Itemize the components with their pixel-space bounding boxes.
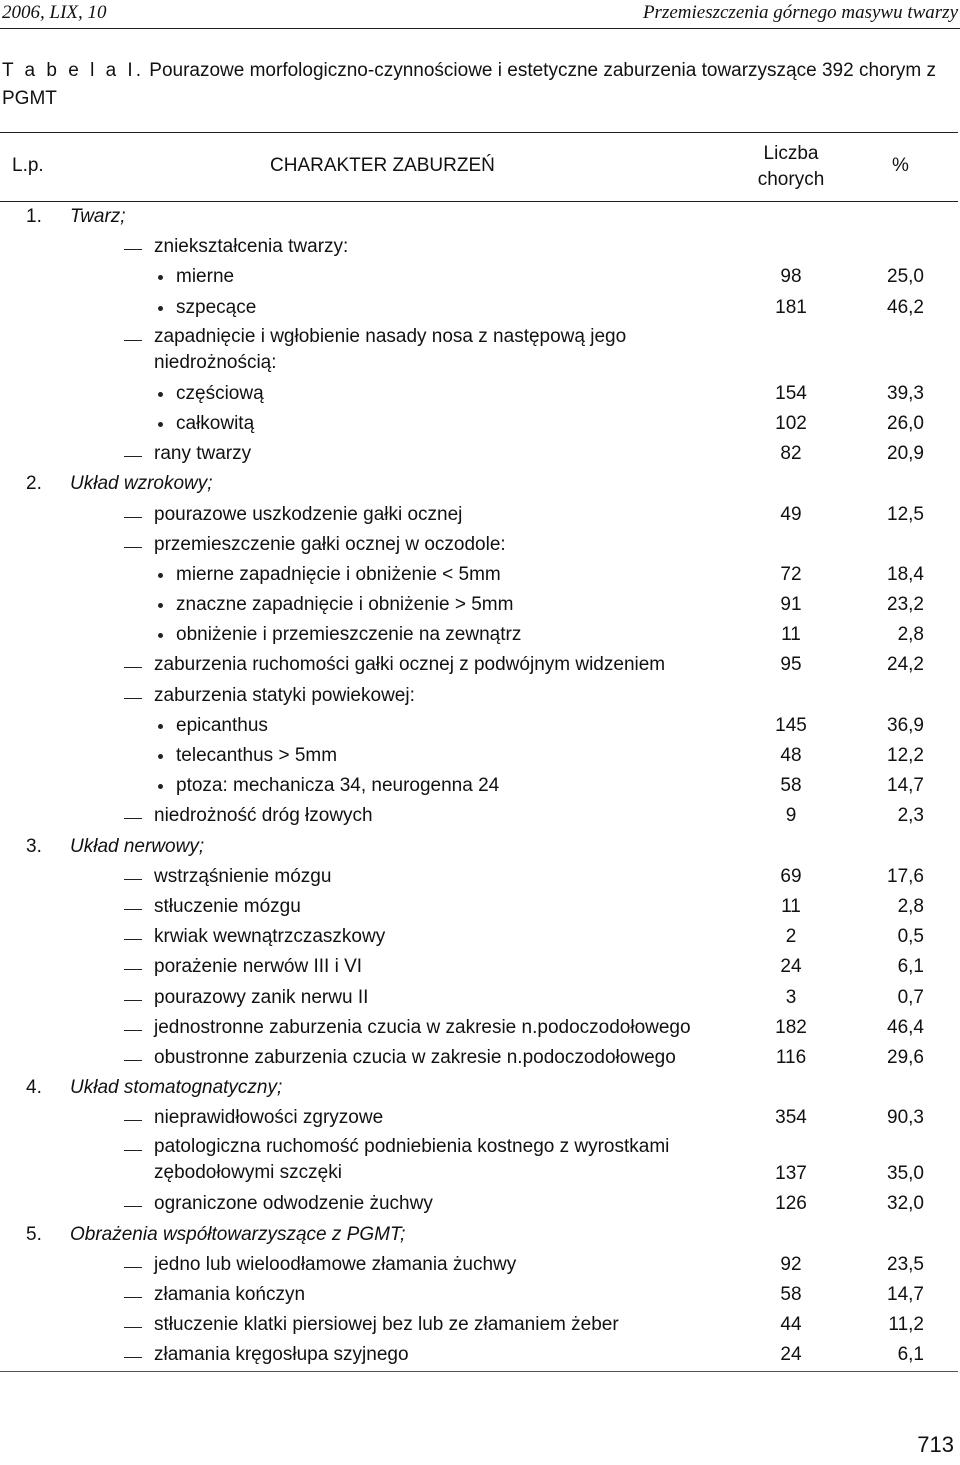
patient-count: 24: [780, 1344, 802, 1366]
table-row: [0, 711, 958, 741]
row-label: złamania kończyn: [154, 1284, 306, 1305]
col-header-character: CHARAKTER ZABURZEŃ: [270, 155, 495, 176]
patient-count: 11: [781, 624, 801, 646]
table-body: [0, 202, 958, 1372]
dash-icon: [124, 1297, 142, 1298]
section-row: [0, 1073, 958, 1103]
table-row: [0, 232, 958, 262]
dash-icon: [124, 517, 142, 518]
col-header-lp: L.p.: [12, 155, 44, 176]
table-row: [0, 741, 958, 771]
percent-value: 12,2: [887, 745, 924, 766]
section-row: [0, 1220, 958, 1250]
table-row: [0, 1189, 958, 1219]
dash-icon: [124, 698, 142, 699]
dash-icon: [124, 1150, 142, 1151]
percent-value: 23,5: [887, 1253, 924, 1275]
table-row: [0, 500, 958, 530]
bullet-icon: [158, 724, 163, 729]
dash-icon: [124, 939, 142, 940]
patient-count: 58: [780, 1284, 802, 1305]
patient-count: 49: [780, 503, 802, 525]
patient-count: 11: [781, 895, 801, 917]
row-label: epicanthus: [176, 714, 268, 736]
dash-icon: [124, 1267, 142, 1268]
percent-value: 17,6: [887, 865, 924, 887]
patient-count: 9: [785, 805, 797, 827]
patient-count: 82: [780, 443, 802, 465]
running-header: [0, 0, 960, 28]
table-caption-text: Pourazowe morfologiczno-czynnościowe i estetyczne zaburzenia towarzyszące 392 chorym z PGMT: [2, 60, 937, 109]
row-label: wstrząśnienie mózgu: [154, 865, 332, 887]
bullet-icon: [158, 784, 163, 789]
row-label: ograniczone odwodzenie żuchwy: [154, 1193, 433, 1215]
bullet-icon: [158, 275, 163, 280]
row-label: całkowitą: [176, 412, 255, 434]
row-label: częściową: [176, 382, 264, 404]
percent-value: 24,2: [887, 654, 924, 676]
row-label: szpecące: [176, 296, 257, 318]
table-row: [0, 892, 958, 922]
section-number: 1.: [26, 206, 42, 227]
percent-value: 26,0: [887, 412, 924, 434]
row-label: nieprawidłowości zgryzowe: [154, 1107, 384, 1129]
dash-icon: [124, 909, 142, 910]
patient-count: 126: [775, 1193, 807, 1215]
table-row: [0, 801, 958, 831]
percent-value: 11,2: [888, 1314, 924, 1336]
percent-value: 90,3: [887, 1107, 924, 1129]
table-row: [0, 771, 958, 801]
percent-value: 18,4: [887, 563, 924, 585]
table-row: [0, 620, 958, 650]
table-row: [0, 1310, 958, 1340]
row-label: niedrożność dróg łzowych: [154, 805, 373, 827]
header-rule: [0, 28, 960, 29]
patient-count: 154: [775, 382, 807, 404]
patient-count: 102: [775, 412, 807, 434]
percent-value: 32,0: [887, 1193, 924, 1215]
percent-value: 39,3: [887, 382, 924, 404]
row-label: telecanthus > 5mm: [176, 745, 338, 766]
patient-count: 3: [785, 986, 797, 1008]
dash-icon: [124, 1327, 142, 1328]
patient-count: 145: [775, 714, 807, 736]
section-title: Twarz;: [70, 206, 126, 227]
table-row: [0, 1043, 958, 1073]
dash-icon: [124, 1060, 142, 1061]
patient-count: 2: [785, 926, 797, 948]
section-number: 2.: [26, 473, 42, 495]
table-row: [0, 379, 958, 409]
table-row: [0, 1250, 958, 1280]
row-label: mierne zapadnięcie i obniżenie < 5mm: [176, 563, 501, 585]
percent-value: 0,7: [897, 986, 924, 1008]
patient-count: 48: [780, 745, 802, 766]
patient-count: 69: [780, 865, 802, 887]
row-label: stłuczenie mózgu: [154, 895, 301, 917]
percent-value: 35,0: [887, 1163, 924, 1185]
col-header-count: Liczba chorych: [757, 143, 825, 190]
dash-icon: [124, 1206, 142, 1207]
dash-icon: [124, 818, 142, 819]
section-row: [0, 202, 958, 232]
patient-count: 116: [775, 1046, 807, 1068]
patient-count: 182: [775, 1016, 807, 1038]
patient-count: 58: [780, 775, 802, 797]
patient-count: 91: [780, 594, 802, 616]
percent-value: 2,8: [897, 895, 924, 917]
section-title: Obrażenia współtowarzyszące z PGMT;: [70, 1223, 406, 1245]
table-row: [0, 293, 958, 323]
table-caption: [2, 57, 958, 113]
table-row: [0, 530, 958, 560]
table-row: [0, 262, 958, 292]
patient-count: 72: [780, 563, 802, 585]
col-header-percent: %: [892, 155, 909, 176]
row-label: znaczne zapadnięcie i obniżenie > 5mm: [176, 594, 514, 616]
dash-icon: [124, 249, 142, 250]
dash-icon: [124, 1000, 142, 1001]
percent-value: 46,2: [887, 296, 924, 318]
percent-value: 12,5: [887, 503, 924, 525]
percent-value: 23,2: [887, 594, 924, 616]
row-label: jedno lub wieloodłamowe złamania żuchwy: [154, 1253, 517, 1275]
table-row: [0, 1340, 958, 1370]
page-number: 713: [917, 1432, 954, 1457]
table-label: T a b e l a I.: [2, 60, 144, 81]
row-label: zaburzenia statyki powiekowej:: [154, 684, 415, 706]
row-label: przemieszczenie gałki ocznej w oczodole:: [154, 533, 506, 555]
table-row: [0, 862, 958, 892]
table-row: [0, 1013, 958, 1043]
dash-icon: [124, 547, 142, 548]
dash-icon: [124, 456, 142, 457]
dash-icon: [124, 1357, 142, 1358]
table-row: [0, 1103, 958, 1133]
bullet-icon: [158, 306, 163, 311]
percent-value: 6,1: [897, 956, 924, 978]
percent-value: 14,7: [887, 1284, 924, 1305]
row-label: zapadnięcie i wgłobienie nasady nosa z następową jego niedrożnością:: [154, 325, 627, 373]
table-row: [0, 650, 958, 680]
table-row: [0, 439, 958, 469]
row-label: patologiczna ruchomość podniebienia kostnego z wyrostkami zębodołowymi szczęki: [154, 1136, 670, 1184]
patient-count: 24: [780, 956, 802, 978]
table-header: [0, 132, 958, 202]
row-label: zniekształcenia twarzy:: [154, 236, 349, 258]
disorders-table: [0, 132, 958, 1372]
table-row: [0, 952, 958, 982]
patient-count: 98: [780, 266, 802, 288]
table-row: [0, 1133, 958, 1189]
bullet-icon: [158, 633, 163, 638]
article-title-running: Przemieszczenia górnego masywu twarzy: [642, 2, 958, 23]
row-label: jednostronne zaburzenia czucia w zakresie n.podoczodołowego: [154, 1016, 691, 1038]
percent-value: 25,0: [887, 266, 924, 288]
section-title: Układ nerwowy;: [70, 835, 205, 857]
row-label: krwiak wewnątrzczaszkowy: [154, 926, 386, 948]
percent-value: 20,9: [887, 443, 924, 465]
percent-value: 46,4: [887, 1016, 924, 1038]
dash-icon: [124, 879, 142, 880]
dash-icon: [124, 667, 142, 668]
section-number: 5.: [26, 1223, 42, 1245]
patient-count: 92: [780, 1253, 802, 1275]
percent-value: 29,6: [887, 1046, 924, 1068]
section-row: [0, 469, 958, 499]
percent-value: 14,7: [887, 775, 924, 797]
dash-icon: [124, 1120, 142, 1121]
section-title: Układ wzrokowy;: [70, 473, 213, 495]
dash-icon: [124, 340, 142, 341]
row-label: porażenie nerwów III i VI: [154, 956, 363, 978]
percent-value: 2,8: [897, 624, 924, 646]
row-label: rany twarzy: [154, 443, 252, 465]
section-number: 3.: [26, 835, 42, 857]
row-label: obustronne zaburzenia czucia w zakresie n.podoczodołowego: [154, 1046, 676, 1068]
patient-count: 137: [775, 1163, 807, 1185]
table-row: [0, 560, 958, 590]
bullet-icon: [158, 603, 163, 608]
row-label: pourazowe uszkodzenie gałki ocznej: [154, 503, 463, 525]
row-label: stłuczenie klatki piersiowej bez lub ze złamaniem żeber: [154, 1314, 619, 1336]
bullet-icon: [158, 754, 163, 759]
table-row: [0, 323, 958, 379]
bullet-icon: [158, 573, 163, 578]
row-label: obniżenie i przemieszczenie na zewnątrz: [176, 624, 522, 646]
patient-count: 181: [775, 296, 807, 318]
row-label: ptoza: mechanicza 34, neurogenna 24: [176, 775, 500, 797]
section-number: 4.: [26, 1077, 42, 1099]
percent-value: 2,3: [897, 805, 924, 827]
dash-icon: [124, 969, 142, 970]
patient-count: 44: [780, 1314, 802, 1336]
bullet-icon: [158, 422, 163, 427]
patient-count: 354: [775, 1107, 807, 1129]
percent-value: 36,9: [887, 714, 924, 736]
row-label: złamania kręgosłupa szyjnego: [154, 1344, 409, 1366]
percent-value: 0,5: [897, 926, 924, 948]
table-row: [0, 409, 958, 439]
table-row: [0, 681, 958, 711]
section-row: [0, 832, 958, 862]
patient-count: 95: [780, 654, 802, 676]
row-label: zaburzenia ruchomości gałki ocznej z podwójnym widzeniem: [154, 654, 666, 676]
row-label: mierne: [176, 266, 235, 288]
journal-citation: 2006, LIX, 10: [2, 2, 107, 23]
bullet-icon: [158, 392, 163, 397]
dash-icon: [124, 1030, 142, 1031]
percent-value: 6,1: [897, 1344, 924, 1366]
table-row: [0, 1280, 958, 1310]
table-row: [0, 922, 958, 952]
table-row: [0, 983, 958, 1013]
row-label: pourazowy zanik nerwu II: [154, 986, 369, 1008]
section-title: Układ stomatognatyczny;: [70, 1077, 283, 1099]
table-row: [0, 590, 958, 620]
